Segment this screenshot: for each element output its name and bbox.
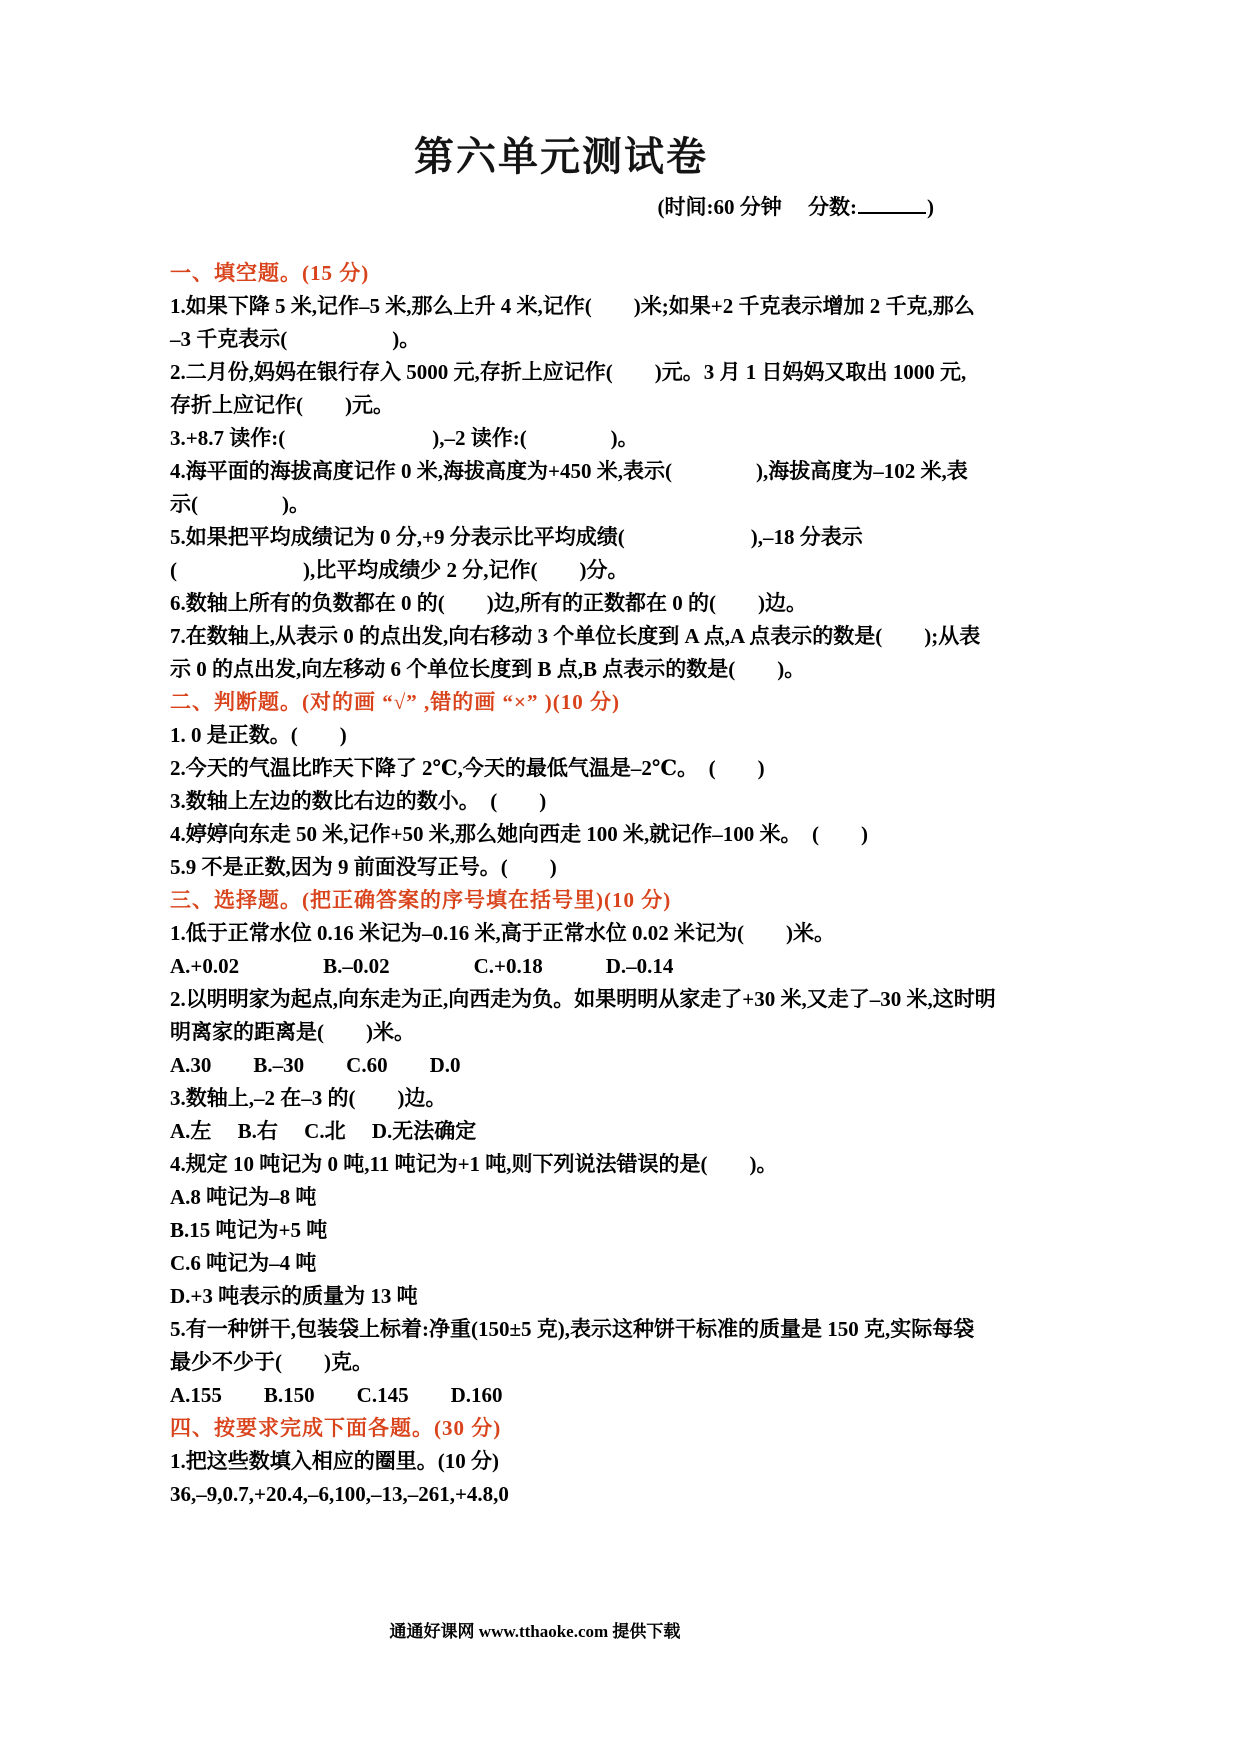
question-line: 1. 0 是正数。( ) <box>170 723 347 747</box>
section-heading: 三、选择题。(把正确答案的序号填在括号里)(10 分) <box>170 888 672 912</box>
question-line: 4.规定 10 吨记为 0 吨,11 吨记为+1 吨,则下列说法错误的是( )。 <box>170 1152 778 1176</box>
question-line: A.155 B.150 C.145 D.160 <box>170 1383 503 1407</box>
question-line: A.+0.02 B.–0.02 C.+0.18 D.–0.14 <box>170 954 674 978</box>
question-line: 4.海平面的海拔高度记作 0 米,海拔高度为+450 米,表示( ),海拔高度为–102 米,表 <box>170 459 968 483</box>
question-line: 存折上应记作( )元。 <box>170 393 394 417</box>
question-line: C.6 吨记为–4 吨 <box>170 1251 317 1275</box>
exam-meta-text: (时间:60 分钟 分数: <box>657 195 857 219</box>
question-line: 2.以明明家为起点,向东走为正,向西走为负。如果明明从家走了+30 米,又走了–30 米,这时明 <box>170 987 996 1011</box>
question-line: –3 千克表示( )。 <box>170 327 421 351</box>
question-line: 3.数轴上左边的数比右边的数小。 ( ) <box>170 789 547 813</box>
paper-content <box>170 130 1092 1511</box>
question-line: 36,–9,0.7,+20.4,–6,100,–13,–261,+4.8,0 <box>170 1482 509 1506</box>
question-line: A.左 B.右 C.北 D.无法确定 <box>170 1119 477 1143</box>
question-line: ( ),比平均成绩少 2 分,记作( )分。 <box>170 558 629 582</box>
page-title: 第六单元测试卷 <box>414 134 708 179</box>
question-line: 示 0 的点出发,向左移动 6 个单位长度到 B 点,B 点表示的数是( )。 <box>170 657 806 681</box>
footer-note: 通通好课网 www.tthaoke.com 提供下载 <box>389 1622 681 1641</box>
section-heading: 一、填空题。(15 分) <box>170 261 370 285</box>
question-line: 5.9 不是正数,因为 9 前面没写正号。( ) <box>170 855 557 879</box>
question-line: 2.二月份,妈妈在银行存入 5000 元,存折上应记作( )元。3 月 1 日妈妈又取出 1000 元, <box>170 360 967 384</box>
section-heading: 四、按要求完成下面各题。(30 分) <box>170 1416 502 1440</box>
exam-meta-close: ) <box>927 195 934 219</box>
question-line: 4.婷婷向东走 50 米,记作+50 米,那么她向西走 100 米,就记作–100 米。 ( ) <box>170 822 868 846</box>
question-line: 3.+8.7 读作:( ),–2 读作:( )。 <box>170 426 639 450</box>
score-blank <box>858 209 926 214</box>
question-line: A.8 吨记为–8 吨 <box>170 1185 317 1209</box>
exam-meta <box>170 194 1092 221</box>
question-line: 1.低于正常水位 0.16 米记为–0.16 米,高于正常水位 0.02 米记为( )米。 <box>170 921 835 945</box>
question-line: 2.今天的气温比昨天下降了 2℃,今天的最低气温是–2℃。 ( ) <box>170 756 765 780</box>
question-line: 5.如果把平均成绩记为 0 分,+9 分表示比平均成绩( ),–18 分表示 <box>170 525 863 549</box>
question-line: B.15 吨记为+5 吨 <box>170 1218 328 1242</box>
question-line: 6.数轴上所有的负数都在 0 的( )边,所有的正数都在 0 的( )边。 <box>170 591 807 615</box>
section-heading: 二、判断题。(对的画 “√” ,错的画 “×” )(10 分) <box>170 690 620 714</box>
question-line: 明离家的距离是( )米。 <box>170 1020 415 1044</box>
question-line: 5.有一种饼干,包装袋上标着:净重(150±5 克),表示这种饼干标准的质量是 150 克,实际每袋 <box>170 1317 975 1341</box>
sections <box>170 257 1092 1511</box>
question-line: 1.如果下降 5 米,记作–5 米,那么上升 4 米,记作( )米;如果+2 千克表示增加 2 千克,那么 <box>170 294 975 318</box>
question-line: 1.把这些数填入相应的圈里。(10 分) <box>170 1449 499 1473</box>
question-line: D.+3 吨表示的质量为 13 吨 <box>170 1284 418 1308</box>
question-line: A.30 B.–30 C.60 D.0 <box>170 1053 461 1077</box>
question-line: 最少不少于( )克。 <box>170 1350 373 1374</box>
question-line: 7.在数轴上,从表示 0 的点出发,向右移动 3 个单位长度到 A 点,A 点表示的数是( );从表 <box>170 624 981 648</box>
question-line: 示( )。 <box>170 492 310 516</box>
question-line: 3.数轴上,–2 在–3 的( )边。 <box>170 1086 447 1110</box>
